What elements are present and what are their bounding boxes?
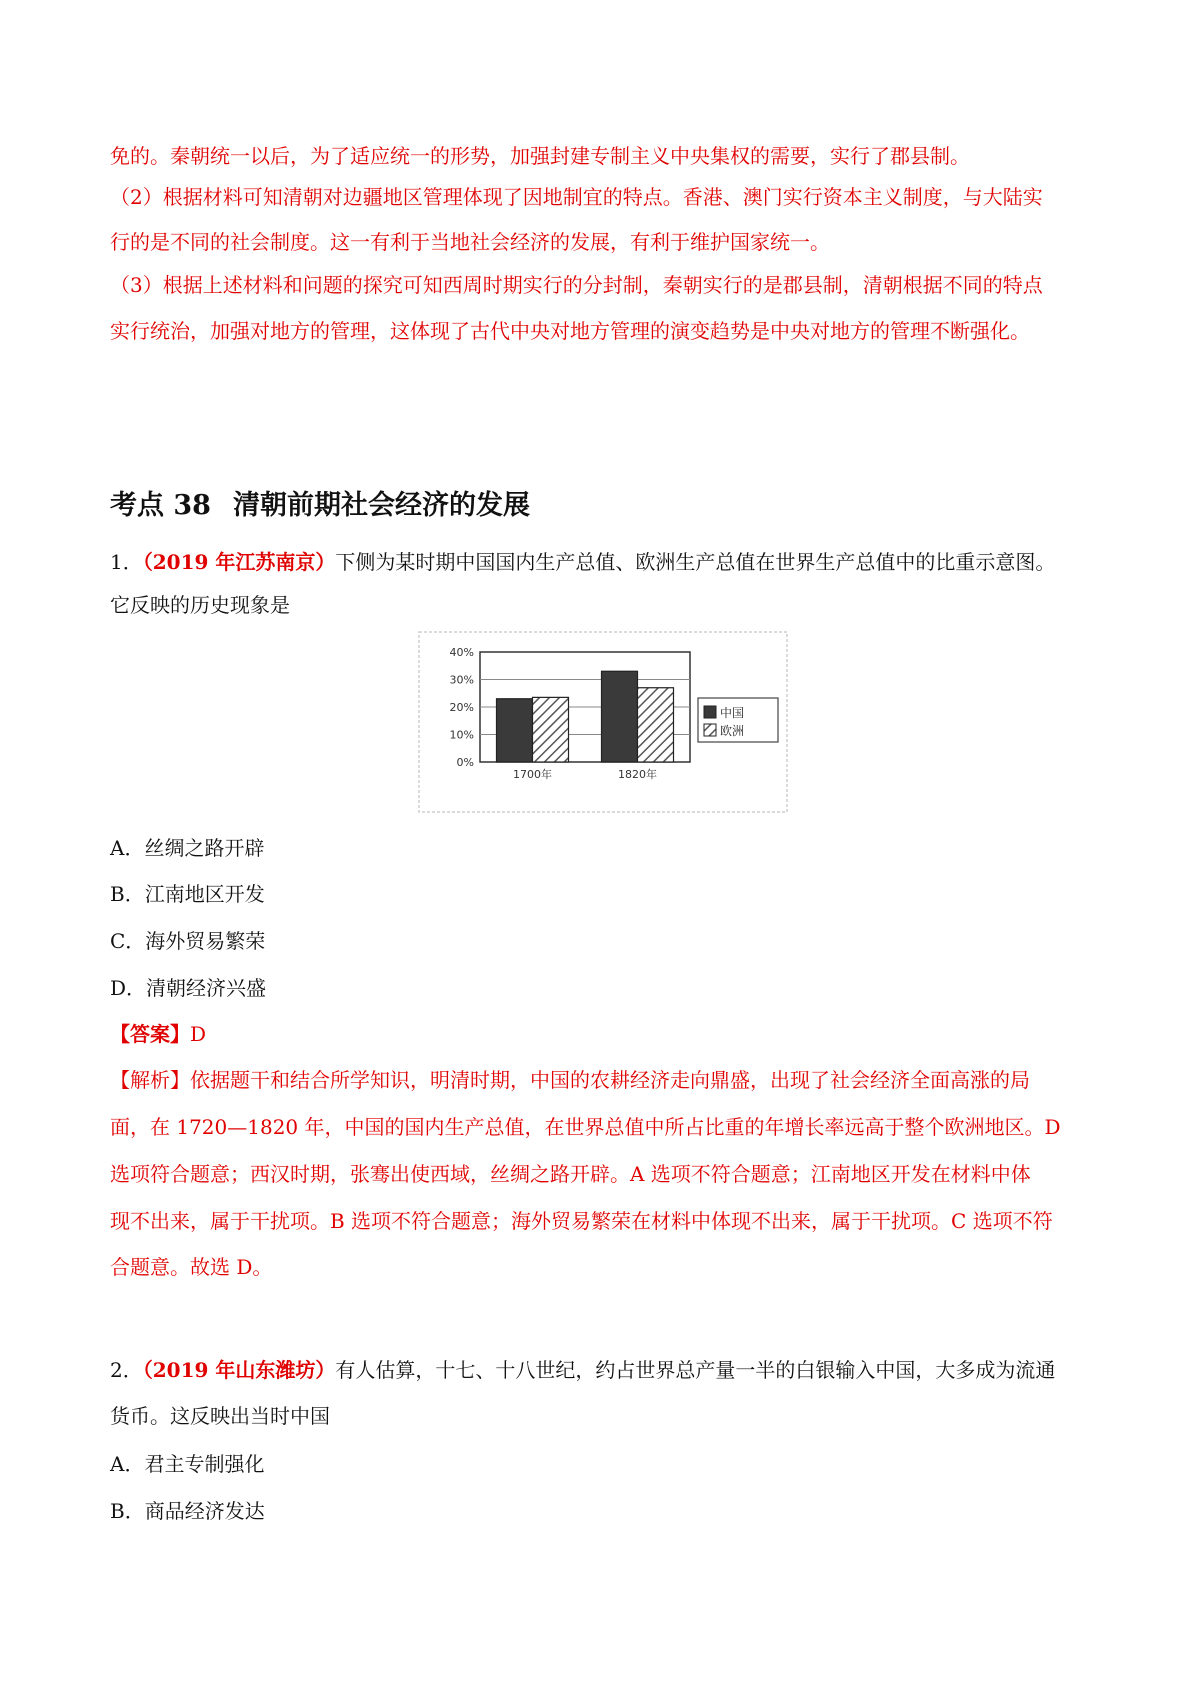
bar-europe-1 <box>638 688 674 762</box>
prev-answer-line-3: 行的是不同的社会制度。这一有利于当地社会经济的发展，有利于维护国家统一。 <box>110 230 830 254</box>
q2-stem-text: 有人估算，十七、十八世纪，约占世界总产量一半的白银输入中国，大多成为流通 <box>335 1358 1056 1382</box>
q1-analysis-line-3: 选项符合题意；西汉时期，张骞出使西域，丝绸之路开辟。A 选项不符合题意；江南地区开发在材料中体 <box>110 1162 1031 1186</box>
q1-stem-line-2: 它反映的历史现象是 <box>110 593 290 617</box>
prev-answer-line-4: （3）根据上述材料和问题的探究可知西周时期实行的分封制，秦朝实行的是郡县制，清朝根据不同的特点 <box>110 273 1043 297</box>
bar-china-1 <box>602 671 638 762</box>
y-tick-label: 30% <box>449 673 474 687</box>
gdp-share-chart <box>418 630 790 815</box>
prev-answer-line-5: 实行统治，加强对地方的管理，这体现了古代中央对地方管理的演变趋势是中央对地方的管理不断强化。 <box>110 319 1030 343</box>
section-title: 清朝前期社会经济的发展 <box>232 490 530 521</box>
q1-analysis-line-1: 【解析】依据题干和结合所学知识，明清时期，中国的农耕经济走向鼎盛，出现了社会经济全面高涨的局 <box>110 1068 1030 1092</box>
q1-answer-value: D <box>190 1022 207 1046</box>
legend-swatch-china <box>704 706 716 718</box>
q2-option-b: B．商品经济发达 <box>110 1499 265 1523</box>
q1-analysis-line-5: 合题意。故选 D。 <box>110 1255 273 1279</box>
q1-option-c: C．海外贸易繁荣 <box>110 929 266 953</box>
q2-stem-line-1 <box>110 1355 1100 1385</box>
q2-stem-line-2: 货币。这反映出当时中国 <box>110 1404 330 1428</box>
bar-europe-0 <box>533 697 569 762</box>
y-tick-label: 0% <box>456 756 474 769</box>
x-tick-label: 1700年 <box>513 768 552 781</box>
q1-answer <box>110 1019 1100 1049</box>
chart-svg <box>418 630 790 815</box>
q2-option-a: A．君主专制强化 <box>110 1452 265 1476</box>
y-tick-label: 20% <box>449 701 474 714</box>
bar-china-0 <box>497 699 533 762</box>
legend-label-china: 中国 <box>720 706 745 720</box>
q1-stem-text: 下侧为某时期中国国内生产总值、欧洲生产总值在世界生产总值中的比重示意图。 <box>335 550 1056 574</box>
q2-source: （2019 年山东潍坊） <box>142 1358 336 1382</box>
q1-number: 1． <box>110 550 143 574</box>
q1-analysis-line-2: 面，在 1720—1820 年，中国的国内生产总值，在世界总值中所占比重的年增长率远高于整个欧洲地区。D <box>110 1115 1061 1139</box>
q1-option-d: D．清朝经济兴盛 <box>110 976 267 1000</box>
q1-answer-label: 【答案】 <box>110 1022 190 1046</box>
y-tick-label: 10% <box>449 728 474 742</box>
x-tick-label: 1820年 <box>618 768 657 781</box>
y-tick-label: 40% <box>449 646 474 659</box>
q1-stem-line-1 <box>110 547 1100 577</box>
q1-analysis-line-4: 现不出来，属于干扰项。B 选项不符合题意；海外贸易繁荣在材料中体现不出来，属于干扰项。C 选项不符 <box>110 1209 1053 1233</box>
q2-number: 2． <box>110 1358 143 1382</box>
section-label: 考点 38 <box>110 490 211 521</box>
q1-option-b: B．江南地区开发 <box>110 882 265 906</box>
q1-option-a: A．丝绸之路开辟 <box>110 836 265 860</box>
legend-swatch-europe <box>704 724 716 736</box>
prev-answer-line-1: 免的。秦朝统一以后，为了适应统一的形势，加强封建专制主义中央集权的需要，实行了郡县制。 <box>110 144 970 168</box>
q1-source: （2019 年江苏南京） <box>142 550 336 574</box>
legend-label-europe: 欧洲 <box>720 724 745 738</box>
prev-answer-line-2: （2）根据材料可知清朝对边疆地区管理体现了因地制宜的特点。香港、澳门实行资本主义制度，与大陆实 <box>110 185 1043 209</box>
section-heading <box>110 488 530 524</box>
